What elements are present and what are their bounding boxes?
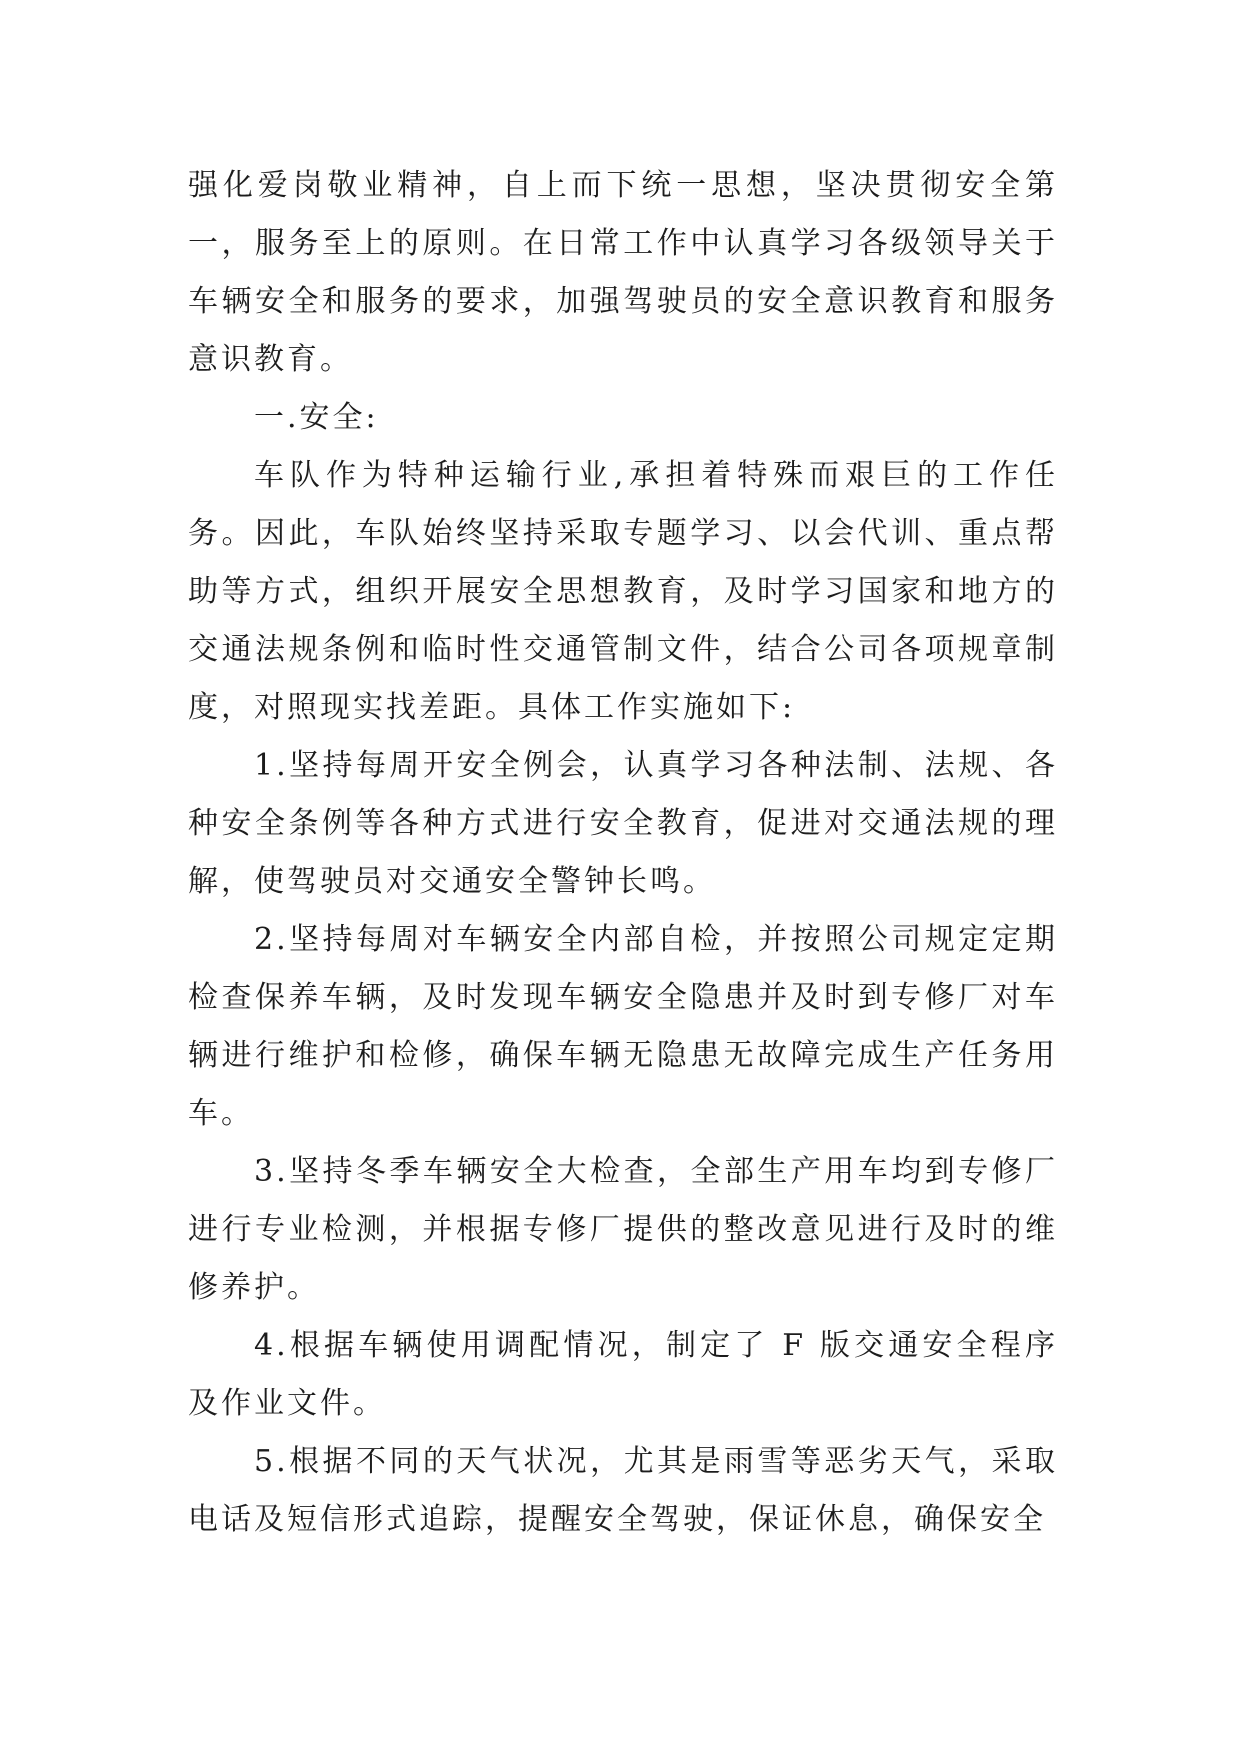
paragraph-intro: 车队作为特种运输行业,承担着特殊而艰巨的工作任务。因此，车队始终坚持采取专题学习、以会代训、重点帮助等方式，组织开展安全思想教育，及时学习国家和地方的交通法规条例和临时性交通管制文件，结合公司各项规章制度，对照现实找差距。具体工作实施如下:: [188, 458, 1058, 725]
list-item-5: 5.根据不同的天气状况，尤其是雨雪等恶劣天气，采取电话及短信形式追踪，提醒安全驾驶，保证休息，确保安全: [188, 1444, 1058, 1537]
list-item-3: 3.坚持冬季车辆安全大检查，全部生产用车均到专修厂进行专业检测，并根据专修厂提供的整改意见进行及时的维修养护。: [188, 1154, 1058, 1305]
body-text: [188, 157, 1058, 1549]
list-item-2: 2.坚持每周对车辆安全内部自检，并按照公司规定定期检查保养车辆，及时发现车辆安全隐患并及时到专修厂对车辆进行维护和检修，确保车辆无隐患无故障完成生产任务用车。: [188, 922, 1058, 1131]
list-item-4: 4.根据车辆使用调配情况，制定了 F 版交通安全程序及作业文件。: [188, 1328, 1058, 1421]
list-item-1: 1.坚持每周开安全例会，认真学习各种法制、法规、各种安全条例等各种方式进行安全教育，促进对交通法规的理解，使驾驶员对交通安全警钟长鸣。: [188, 748, 1058, 899]
section-heading-safety: 一.安全:: [254, 400, 379, 435]
paragraph-continuation: 强化爱岗敬业精神，自上而下统一思想，坚决贯彻安全第一，服务至上的原则。在日常工作中认真学习各级领导关于车辆安全和服务的要求，加强驾驶员的安全意识教育和服务意识教育。: [188, 168, 1058, 377]
